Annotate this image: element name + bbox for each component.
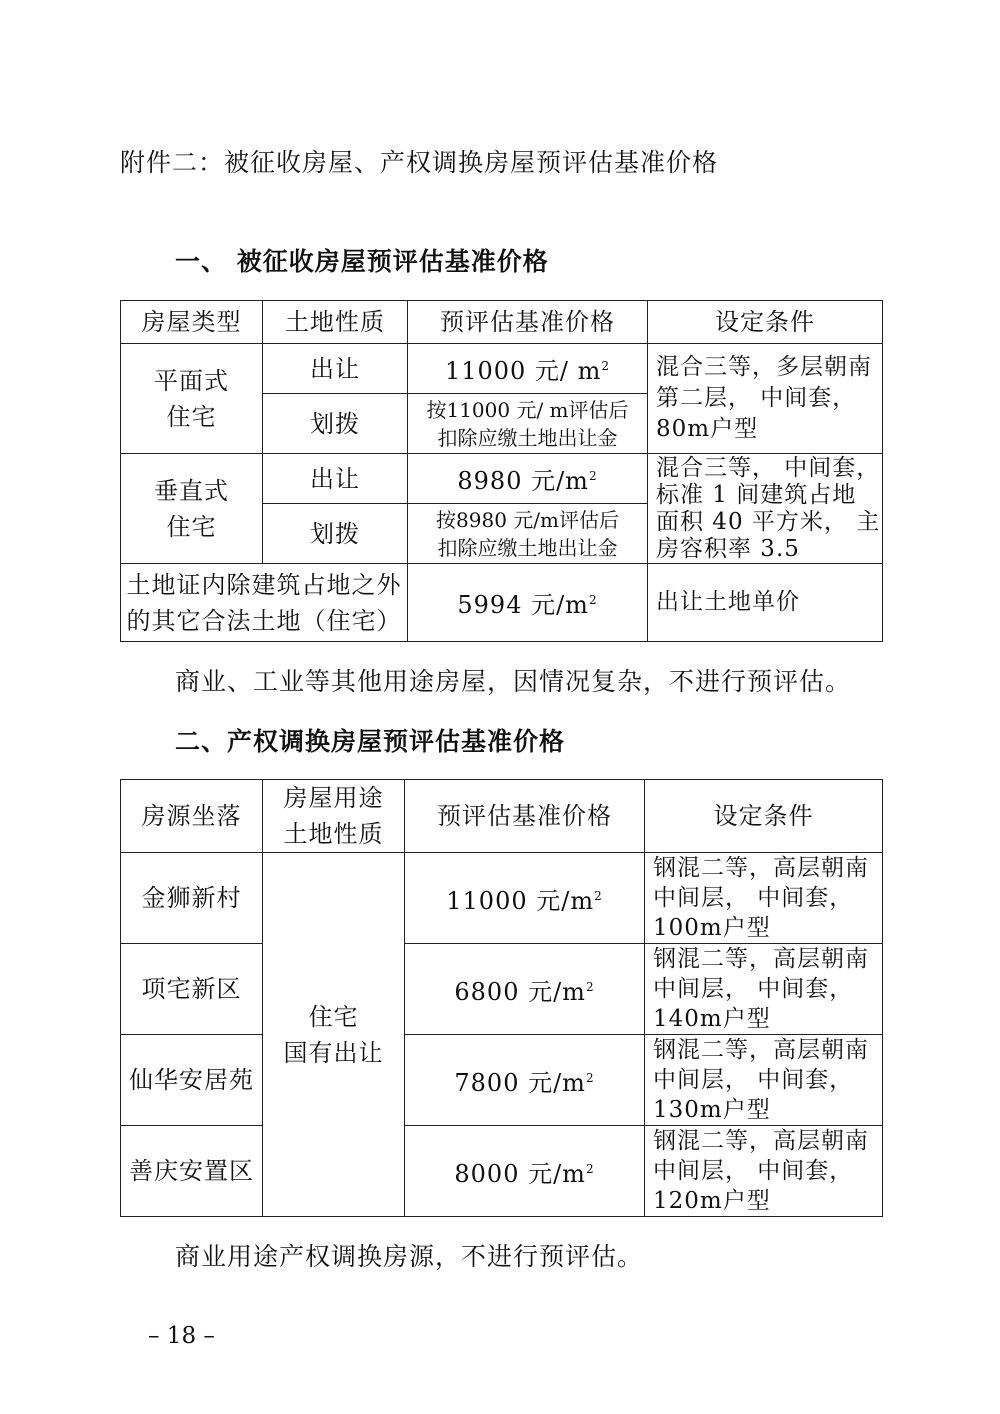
house-type-line: 住宅 xyxy=(166,402,217,431)
condition-line: 钢混二等，高层朝南 xyxy=(653,946,869,972)
price-text: 11000 元/ m xyxy=(444,357,602,385)
condition-line: 房容积率 3.5 xyxy=(656,535,800,562)
condition-cell: 出让土地单价 xyxy=(648,564,883,642)
other-land-line: 的其它合法土地（住宅） xyxy=(126,606,402,635)
price-cell xyxy=(408,394,648,454)
price-sup: 2 xyxy=(601,359,611,373)
price-sup: 2 xyxy=(585,1070,595,1085)
condition-line: 混合三等，多层朝南 xyxy=(656,354,872,380)
source-location-cell: 金狮新村 xyxy=(121,853,263,944)
price-cell xyxy=(405,944,645,1035)
price-text: 6800 元/m xyxy=(454,977,586,1006)
header-house-type: 房屋类型 xyxy=(121,301,263,344)
condition-line: 中间层， 中间套， xyxy=(653,885,854,911)
header-conditions: 设定条件 xyxy=(648,301,883,344)
condition-line: 130m户型 xyxy=(653,1097,771,1123)
price-sup: 2 xyxy=(585,979,595,994)
usage-line: 住宅 xyxy=(308,1002,359,1031)
header-usage-line: 土地性质 xyxy=(283,820,384,848)
condition-cell xyxy=(645,1035,883,1126)
price-sup: 2 xyxy=(588,593,598,607)
page-number: – 18 – xyxy=(148,1323,215,1349)
condition-line: 标准 1 间建筑占地 xyxy=(656,481,857,508)
house-type-vertical xyxy=(121,454,263,564)
price-text: 8980 元/m xyxy=(457,467,589,495)
price-line: 扣除应缴土地出让金 xyxy=(437,535,618,560)
condition-line: 100m户型 xyxy=(653,915,771,941)
attachment-title: 附件二：被征收房屋、产权调换房屋预评估基准价格 xyxy=(120,148,719,177)
header-source-location: 房源坐落 xyxy=(121,780,263,853)
condition-line: 混合三等， 中间套， xyxy=(656,454,881,481)
house-type-line: 垂直式 xyxy=(154,476,229,505)
condition-line: 钢混二等，高层朝南 xyxy=(653,855,869,881)
house-type-flat xyxy=(121,344,263,454)
other-land-label xyxy=(121,564,408,642)
price-line: 按11000 元/ m评估后 xyxy=(426,397,629,422)
other-land-line: 土地证内除建筑占地之外 xyxy=(126,570,402,599)
condition-line: 120m户型 xyxy=(653,1188,771,1214)
price-text: 5994 元/m xyxy=(457,591,589,619)
exchange-housing-price-table xyxy=(120,779,883,1217)
condition-line: 第二层， 中间套， xyxy=(656,385,857,411)
header-land-nature: 土地性质 xyxy=(263,301,408,344)
house-type-line: 住宅 xyxy=(166,512,217,541)
price-line: 按8980 元/m评估后 xyxy=(436,507,619,532)
house-type-line: 平面式 xyxy=(154,366,229,395)
condition-line xyxy=(656,414,882,445)
condition-line: 钢混二等，高层朝南 xyxy=(653,1037,869,1063)
land-nature-cell: 出让 xyxy=(263,344,408,394)
land-nature-cell: 划拨 xyxy=(263,504,408,564)
price-sup: 2 xyxy=(585,1161,595,1176)
condition-line: 140m户型 xyxy=(653,1006,771,1032)
price-cell xyxy=(408,344,648,394)
expropriated-housing-price-table xyxy=(120,300,883,642)
condition-line: 面积 40 平方米， 主 xyxy=(656,508,881,535)
condition-cell xyxy=(645,1126,883,1217)
header-conditions: 设定条件 xyxy=(645,780,883,853)
condition-text: 80m户型 xyxy=(656,416,759,442)
section1-note: 商业、工业等其他用途房屋，因情况复杂，不进行预评估。 xyxy=(175,667,852,696)
land-nature-cell: 划拨 xyxy=(263,394,408,454)
condition-line: 钢混二等，高层朝南 xyxy=(653,1128,869,1154)
source-location-cell: 善庆安置区 xyxy=(121,1126,263,1217)
section1-heading: 一、 被征收房屋预评估基准价格 xyxy=(175,247,549,276)
price-text: 11000 元/m xyxy=(446,886,595,915)
price-cell xyxy=(405,853,645,944)
price-cell xyxy=(405,1126,645,1217)
condition-cell xyxy=(645,944,883,1035)
header-base-price: 预评估基准价格 xyxy=(408,301,648,344)
price-cell xyxy=(408,454,648,504)
price-cell xyxy=(408,564,648,642)
price-line: 扣除应缴土地出让金 xyxy=(437,425,618,450)
header-usage-line: 房屋用途 xyxy=(283,784,384,812)
source-location-cell: 仙华安居苑 xyxy=(121,1035,263,1126)
usage-line: 国有出让 xyxy=(283,1038,384,1067)
condition-cell xyxy=(648,454,883,564)
land-nature-cell: 出让 xyxy=(263,454,408,504)
header-usage-land xyxy=(263,780,405,853)
price-cell xyxy=(408,504,648,564)
header-base-price: 预评估基准价格 xyxy=(405,780,645,853)
section2-note: 商业用途产权调换房源，不进行预评估。 xyxy=(175,1242,644,1271)
price-sup: 2 xyxy=(588,469,598,483)
price-text: 7800 元/m xyxy=(454,1068,586,1097)
condition-line: 中间层， 中间套， xyxy=(653,1158,854,1184)
price-cell xyxy=(405,1035,645,1126)
section2-heading: 二、产权调换房屋预评估基准价格 xyxy=(175,727,566,756)
condition-cell xyxy=(648,344,883,454)
condition-line: 中间层， 中间套， xyxy=(653,1067,854,1093)
source-location-cell: 项宅新区 xyxy=(121,944,263,1035)
shared-usage-cell xyxy=(263,853,405,1217)
condition-line: 中间层， 中间套， xyxy=(653,976,854,1002)
condition-cell xyxy=(645,853,883,944)
price-sup: 2 xyxy=(594,888,603,903)
price-text: 8000 元/m xyxy=(454,1159,586,1188)
